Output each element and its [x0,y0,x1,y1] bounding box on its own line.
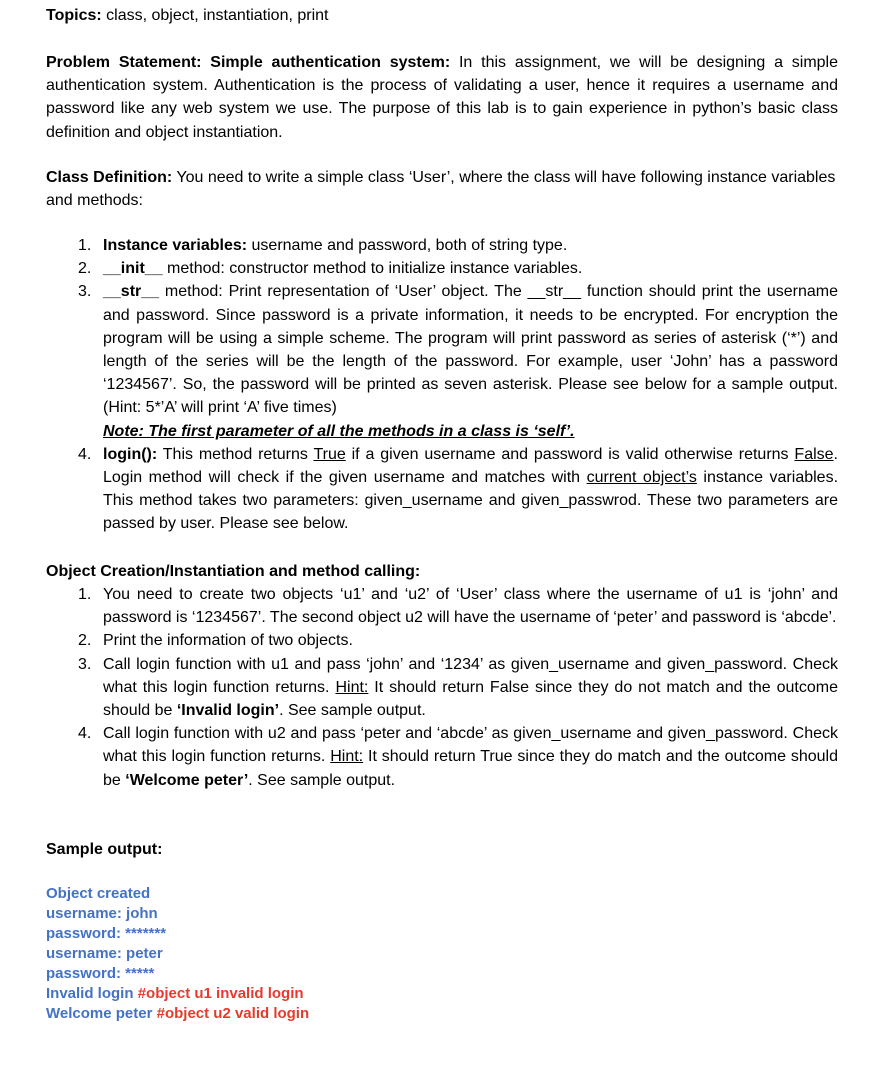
problem-text: In this assignment, we will be designing a simple authentication system. Authentication is the process of validating a user, hence it requires a username and password like any web system we use. The purpose of this lab is to gain experience in python’s basic class definition and object instantiation. [46,54,839,141]
output-line: password: ******* [46,925,167,942]
class-definition-intro [46,166,838,212]
object-creation-heading [46,560,838,583]
list-item [46,629,838,652]
item-text: You need to create two objects ‘u1’ and ‘u2’ of ‘User’ class where the username of u1 is ‘john’ and password is ‘1234567’. The second object u2 will have the username of ‘peter’ and password is ‘abcde’. [103,586,838,627]
hint-label: Hint: [330,748,364,766]
list-number: 3. [78,655,92,673]
item-text: Call login function with u1 and pass ‘john’ and ‘1234’ as given_username and given_password. Check what this login function returns. [103,655,838,696]
item-text: method: constructor method to initialize instance variables. [162,260,583,278]
list-number: 3. [78,283,92,301]
item-bold: login(): [103,445,158,463]
item-text: It should return False since they do not match and the outcome should be [103,678,839,720]
item-text: It should return True since they do match and the outcome should be [103,748,839,789]
item-bold: Instance variables: [103,237,248,254]
output-welcome-text: Welcome peter [46,1005,153,1022]
list-number: 4. [78,445,92,463]
list-item [46,234,838,257]
self-parameter-note: Note: The first parameter of all the methods in a class is ‘self’. [103,422,575,440]
item-text: method: Print representation of ‘User’ object. The __str__ function should print the username and password. Since password is a private information, it needs to be encrypted. For encryption the program will be using a simple scheme. The program will print password as series of asterisk (‘*’) and length of the series will be the length of the password. For example, user ‘John’ has a password ‘1234567’. So, the password will be printed as seven asterisk. Please see below for a sample output. (Hint: 5*’A’ will print ‘A’ five times) [103,283,838,417]
item-bold: ‘Welcome peter’ [125,771,249,789]
item-bold: __init__ [103,260,163,278]
class-definition-label: Class Definition: [46,169,173,186]
class-definition-text: You need to write a simple class ‘User’, where the class will have following instance variables and methods: [46,169,836,210]
list-item [46,280,838,442]
sample-output-heading [46,838,838,861]
list-item [46,583,838,629]
list-number: 4. [78,725,92,743]
item-text: if a given username and password is valid otherwise returns [345,445,795,463]
output-comment: #object u2 valid login [156,1005,310,1022]
list-number: 1. [78,586,92,603]
topics-label: Topics: [46,7,102,24]
problem-label: Problem Statement: Simple authentication system: [46,54,451,71]
output-line: Object created [46,885,151,902]
item-text: Call login function with u2 and pass ‘peter and ‘abcde’ as given_username and given_password. Check what this login function returns. [103,725,838,766]
output-invalid-text: Invalid login [46,985,134,1002]
item-text: Print the information of two objects. [103,632,353,650]
item-text: This method returns [157,445,314,463]
list-number: 2. [78,260,92,278]
output-line-invalid [46,984,838,1004]
hint-label: Hint: [335,678,369,696]
topics-line [46,4,838,27]
true-underlined: True [313,445,346,463]
item-text: . See sample output. [248,771,396,789]
problem-statement [46,51,838,144]
list-number: 1. [78,237,92,254]
output-comment: #object u1 invalid login [137,985,304,1002]
item-bold: ‘Invalid login’ [176,702,280,720]
list-item [46,257,838,280]
item-text: instance variables. This method takes two parameters: given_username and given_passwrod. These two parameters are passed by user. Please see below. [103,469,839,533]
output-line: username: john [46,905,158,922]
list-item [46,443,838,536]
false-underlined: False [794,445,834,463]
item-text: username and password, both of string type. [247,237,568,254]
item-text: . See sample output. [279,702,426,720]
output-line-welcome [46,1004,838,1024]
list-item [46,722,838,792]
item-text: . Login method will check if the given username and matches with [103,445,838,487]
current-object-underlined: current object’s [586,469,697,487]
list-number: 2. [78,632,92,650]
sample-output-label: Sample output: [46,841,163,858]
object-creation-label: Object Creation/Instantiation and method calling: [46,563,421,580]
sample-output-block [46,884,838,1024]
item-bold: __str__ [103,283,160,301]
list-item [46,653,838,723]
class-definition-list [46,234,838,536]
object-creation-list [46,583,838,792]
output-line: username: peter [46,945,163,962]
output-line: password: ***** [46,965,155,982]
topics-text: class, object, instantiation, print [101,7,329,24]
